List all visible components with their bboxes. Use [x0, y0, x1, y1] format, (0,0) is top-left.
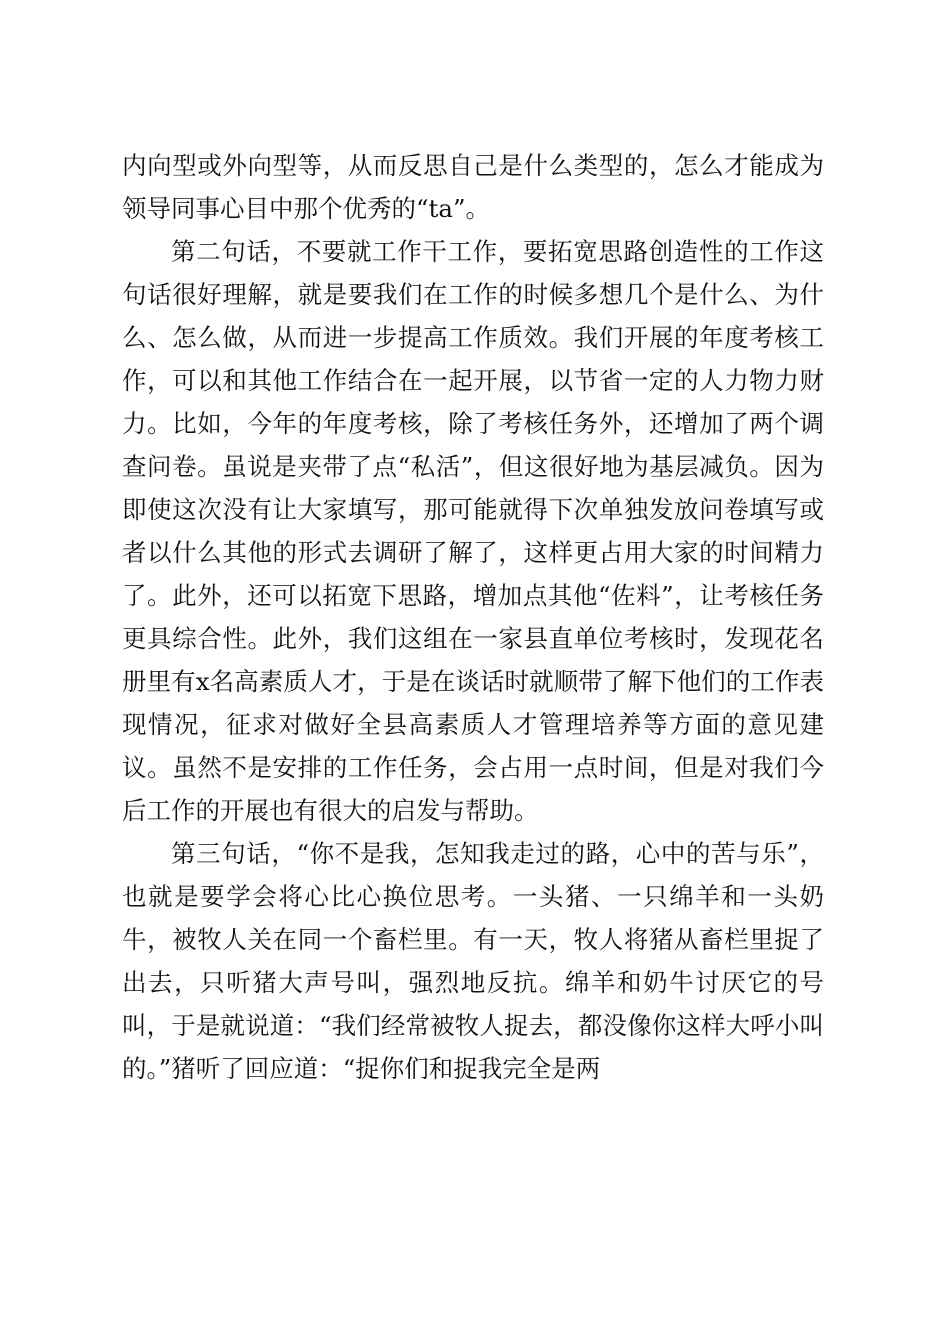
paragraph-third-saying: 第三句话，“你不是我，怎知我走过的路，心中的苦与乐”，也就是要学会将心比心换位思考。一头猪、一只绵羊和一头奶牛，被牧人关在同一个畜栏里。有一天，牧人将猪从畜栏里捉了出去，只听猪大声号叫，强烈地反抗。绵羊和奶牛讨厌它的号叫，于是就说道：“我们经常被牧人捉去，都没像你这样大呼小叫的。”猪听了回应道：“捉你们和捉我完全是两	[122, 839, 824, 1083]
paragraph-second-saying: 第二句话，不要就工作干工作，要拓宽思路创造性的工作这句话很好理解，就是要我们在工作的时候多想几个是什么、为什么、怎么做，从而进一步提高工作质效。我们开展的年度考核工作，可以和其他工作结合在一起开展，以节省一定的人力物力财力。比如，今年的年度考核，除了考核任务外，还增加了两个调查问卷。虽说是夹带了点“私活”，但这很好地为基层减负。因为即使这次没有让大家填写，那可能就得下次单独发放问卷填写或者以什么其他的形式去调研了解了，这样更占用大家的时间精力了。此外，还可以拓宽下思路，增加点其他“佐料”，让考核任务更具综合性。此外，我们这组在一家县直单位考核时，发现花名册里有x名高素质人才，于是在谈话时就顺带了解下他们的工作表现情况，征求对做好全县高素质人才管理培养等方面的意见建议。虽然不是安排的工作任务，会占用一点时间，但是对我们今后工作的开展也有很大的启发与帮助。	[122, 237, 824, 825]
paragraph-continuation: 内向型或外向型等，从而反思自己是什么类型的，怎么才能成为领导同事心目中那个优秀的“ta”。	[122, 151, 824, 223]
body-text	[122, 144, 824, 1090]
